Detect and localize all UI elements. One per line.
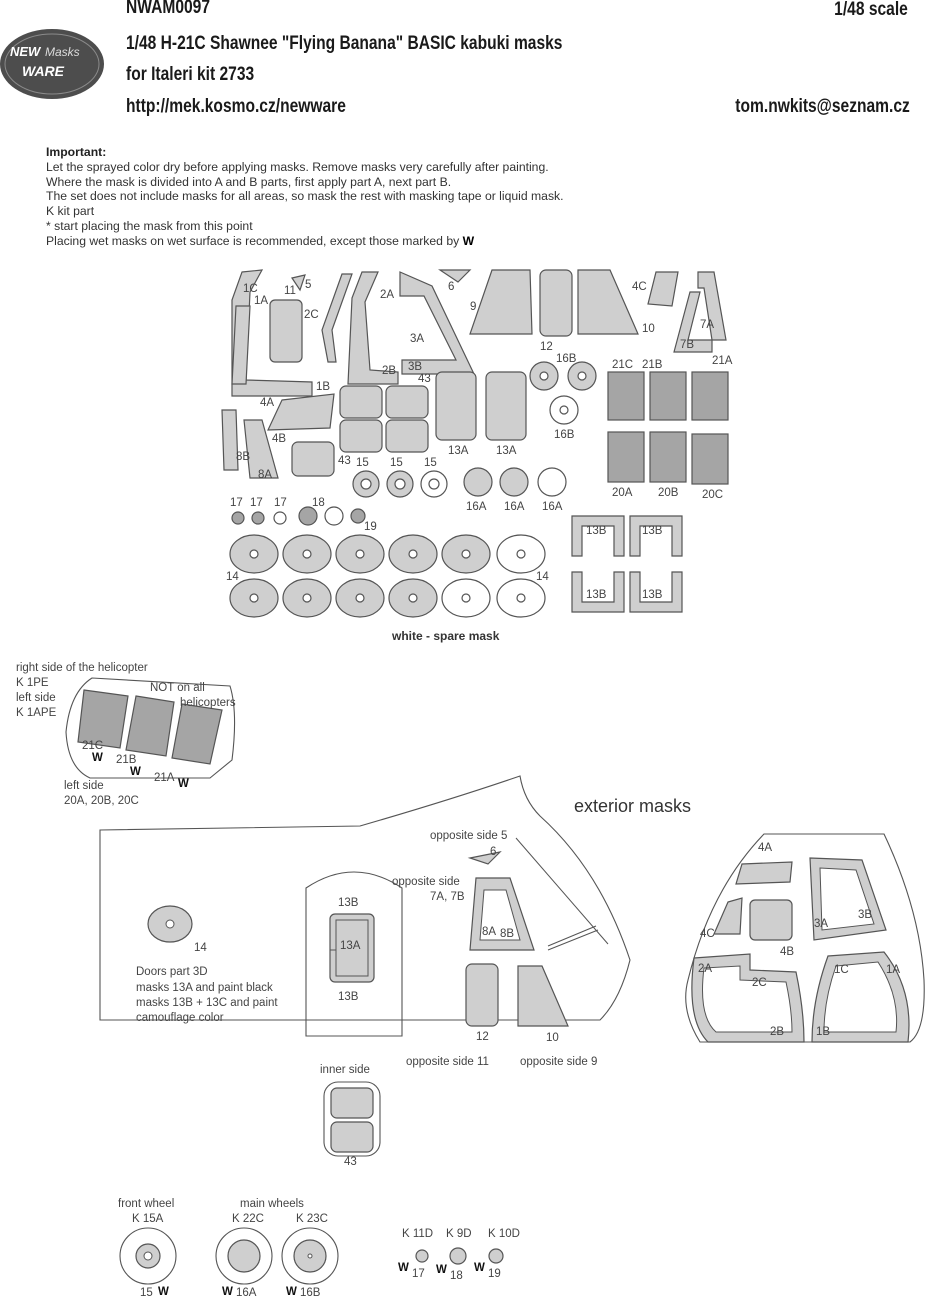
sheet-label: 43 [418, 373, 431, 385]
mask-9 [470, 270, 532, 334]
sheet-label: 20C [702, 489, 724, 501]
mask-small-1 [340, 386, 382, 418]
mask-17-2 [252, 512, 264, 524]
front-label-4b: 4B [780, 946, 795, 958]
inner-side-label: inner side [320, 1064, 370, 1076]
left-side-label: left side [16, 692, 56, 704]
opposite-side-9: opposite side 9 [520, 1056, 598, 1068]
sheet-label: 11 [284, 285, 296, 297]
sheet-label: 7B [680, 339, 695, 351]
left-side-list: 20A, 20B, 20C [64, 795, 139, 807]
mask-small-3 [340, 420, 382, 452]
mask-21b [650, 372, 686, 420]
front-label-2b: 2B [770, 1026, 785, 1038]
sheet-label: 3A [410, 333, 425, 345]
front-label-2a: 2A [698, 963, 713, 975]
opposite-side-5: opposite side 5 [430, 830, 508, 842]
kit-part-11d: K 11D [402, 1228, 434, 1240]
sheet-label: 13B [586, 525, 607, 537]
kit-part-23c: K 23C [296, 1213, 328, 1225]
front-label-1c: 1C [834, 964, 849, 976]
sheet-label: 13A [496, 445, 517, 457]
mask-18-spare [325, 507, 343, 525]
sheet-label: 16A [542, 501, 563, 513]
sheet-label: 21C [612, 359, 634, 371]
logo-new: NEW [10, 44, 41, 59]
sheet-label: 17 [230, 497, 243, 509]
wet-mark: W [130, 766, 141, 778]
sheet-label: 13B [642, 589, 663, 601]
mask-6 [440, 270, 470, 282]
left-side-label-2: left side [64, 780, 104, 792]
sheet-label: 13B [586, 589, 607, 601]
mask-14-row-1 [230, 535, 545, 573]
sheet-label: 13A [448, 445, 469, 457]
label-17: 17 [412, 1268, 425, 1280]
front-canopy [680, 830, 930, 1050]
label-16a: 16A [236, 1287, 257, 1299]
label-12: 12 [476, 1031, 489, 1043]
mask-12 [540, 270, 572, 336]
sheet-label: 16B [554, 429, 575, 441]
label-16b: 16B [300, 1287, 321, 1299]
front-label-4c: 4C [700, 928, 715, 940]
sheet-label: 3B [408, 361, 423, 373]
logo-masks: Masks [45, 45, 80, 59]
mask-16a-2 [500, 468, 528, 496]
note-line: Let the sprayed color dry before applying masks. Remove masks very carefully after painting. [46, 159, 549, 174]
sheet-label: 8B [236, 451, 251, 463]
mask-13a-2 [486, 372, 526, 440]
product-subtitle: for Italeri kit 2733 [126, 64, 255, 85]
label-13b-bottom: 13B [338, 991, 359, 1003]
sheet-label: 6 [448, 281, 455, 293]
mask-18-1 [299, 507, 317, 525]
right-side-label: right side of the helicopter [16, 662, 148, 674]
sheet-label: 20B [658, 487, 679, 499]
note-line: The set does not include masks for all areas, so mask the rest with masking tape or liquid mask. [46, 189, 564, 204]
label-7ab: 7A, 7B [430, 891, 465, 903]
sheet-label: 17 [274, 497, 287, 509]
wet-mark: W [474, 1262, 485, 1274]
label-13b-top: 13B [338, 897, 359, 909]
wheel-masks [110, 1222, 350, 1292]
sheet-label: 1B [316, 381, 331, 393]
mask-19 [351, 509, 365, 523]
note-line: K kit part [46, 204, 95, 219]
sheet-label: 16A [466, 501, 487, 513]
mask-17-1 [232, 512, 244, 524]
kit-part-1pe: K 1PE [16, 677, 49, 689]
opposite-side-11: opposite side 11 [406, 1056, 489, 1068]
front-label-1b: 1B [816, 1026, 831, 1038]
mask-1a [270, 300, 302, 362]
mask-4c [648, 272, 678, 306]
label-8a: 8A [482, 926, 497, 938]
sheet-label: 1C [243, 283, 258, 295]
doors-note-2: masks 13A and paint black [136, 982, 273, 994]
mask-17-spare [274, 512, 286, 524]
mask-10 [578, 270, 638, 334]
sheet-label: 18 [312, 497, 325, 509]
sheet-label: 1A [254, 295, 269, 307]
sheet-label: 17 [250, 497, 263, 509]
wet-mark: W [286, 1286, 297, 1298]
fuselage-outline [0, 760, 700, 1060]
sheet-label: 10 [642, 323, 655, 335]
note-line: Where the mask is divided into A and B parts, first apply part A, next part B. [46, 174, 452, 189]
mask-2c [322, 274, 352, 362]
sheet-label: 9 [470, 301, 477, 313]
sheet-label: 21A [712, 355, 733, 367]
sheet-label: 14 [226, 571, 239, 583]
helicopters-label: helicopters [180, 697, 236, 709]
kit-part-22c: K 22C [232, 1213, 264, 1225]
opposite-side-7: opposite side [392, 876, 460, 888]
front-label-1a: 1A [886, 964, 901, 976]
sheet-label: 43 [338, 455, 351, 467]
sheet-label: 13B [642, 525, 663, 537]
mask-16a-1 [464, 468, 492, 496]
contact-email[interactable]: tom.nwkits@seznam.cz [735, 96, 910, 117]
website-url[interactable]: http://mek.kosmo.cz/newware [126, 96, 346, 117]
sheet-label: 14 [536, 571, 549, 583]
front-wheel-label: front wheel [118, 1198, 175, 1210]
label-21c: 21C [82, 740, 104, 752]
sheet-label: 2B [382, 365, 397, 377]
label-15: 15 [140, 1287, 153, 1299]
spare-mask-note: white - spare mask [392, 629, 500, 643]
label-6: 6 [490, 846, 497, 858]
sheet-label: 15 [356, 457, 369, 469]
mask-20c [692, 434, 728, 484]
mask-43 [292, 442, 334, 476]
sheet-label: 15 [390, 457, 403, 469]
sheet-label: 4C [632, 281, 647, 293]
sheet-label: 8A [258, 469, 273, 481]
sheet-label: 16B [556, 353, 577, 365]
doors-note-4: camouflage color [136, 1012, 224, 1024]
label-10: 10 [546, 1032, 559, 1044]
sheet-label: 15 [424, 457, 437, 469]
sheet-label: 20A [612, 487, 633, 499]
mask-14-row-2 [230, 579, 545, 617]
kit-part-10d: K 10D [488, 1228, 520, 1240]
product-title: 1/48 H-21C Shawnee "Flying Banana" BASIC kabuki masks [126, 33, 563, 54]
sheet-label: 16A [504, 501, 525, 513]
wet-mark: W [398, 1262, 409, 1274]
front-label-2c: 2C [752, 977, 767, 989]
wet-mark: W [436, 1264, 447, 1276]
label-43: 43 [344, 1156, 357, 1168]
note-line: * start placing the mask from this point [46, 218, 253, 233]
doors-note-1: Doors part 3D [136, 966, 208, 978]
mask-4a [268, 394, 334, 430]
wet-mark: W [158, 1286, 169, 1298]
label-13a: 13A [340, 940, 361, 952]
label-21a: 21A [154, 772, 175, 784]
inner-side-panel [322, 1080, 382, 1158]
mask-21a [692, 372, 728, 420]
not-on-all-label: NOT on all [150, 682, 205, 694]
sheet-label: 21B [642, 359, 663, 371]
scale-label: 1/48 scale [834, 0, 908, 20]
doors-note-3: masks 13B + 13C and paint [136, 997, 278, 1009]
small-round-masks [410, 1244, 510, 1268]
important-title: Important: [46, 145, 107, 159]
label-19: 19 [488, 1268, 501, 1280]
front-label-3b: 3B [858, 909, 873, 921]
mask-21c [608, 372, 644, 420]
mask-16a-spare [538, 468, 566, 496]
sheet-label: 5 [305, 279, 312, 291]
mask-small-2 [386, 386, 428, 418]
kit-part-9d: K 9D [446, 1228, 472, 1240]
mask-20b [650, 432, 686, 482]
sheet-label: 19 [364, 521, 377, 533]
kit-part-15a: K 15A [132, 1213, 164, 1225]
front-label-3a: 3A [814, 918, 829, 930]
exterior-masks-title: exterior masks [574, 796, 692, 816]
main-wheels-label: main wheels [240, 1198, 304, 1210]
wet-mark: W [178, 778, 189, 790]
product-code: NWAM0097 [126, 0, 210, 18]
mask-13a-1 [436, 372, 476, 440]
mask-3a [400, 272, 477, 374]
wet-mark: W [222, 1286, 233, 1298]
note-line: Placing wet masks on wet surface is recommended, except those marked by W [46, 233, 475, 248]
label-14: 14 [194, 942, 207, 954]
wet-mark-symbol: W [462, 233, 475, 248]
label-21b: 21B [116, 754, 137, 766]
sheet-label: 4B [272, 433, 287, 445]
mask-20a [608, 432, 644, 482]
sheet-label: 7A [700, 319, 715, 331]
mask-small-4 [386, 420, 428, 452]
kit-part-1ape: K 1APE [16, 707, 57, 719]
label-18: 18 [450, 1270, 463, 1282]
sheet-label: 4A [260, 397, 275, 409]
wet-mark: W [92, 752, 103, 764]
sheet-label: 2A [380, 289, 395, 301]
front-label-4a: 4A [758, 842, 773, 854]
label-8b: 8B [500, 928, 515, 940]
logo-ware: WARE [22, 63, 64, 79]
sheet-label: 2C [304, 309, 319, 321]
sheet-label: 12 [540, 341, 553, 353]
